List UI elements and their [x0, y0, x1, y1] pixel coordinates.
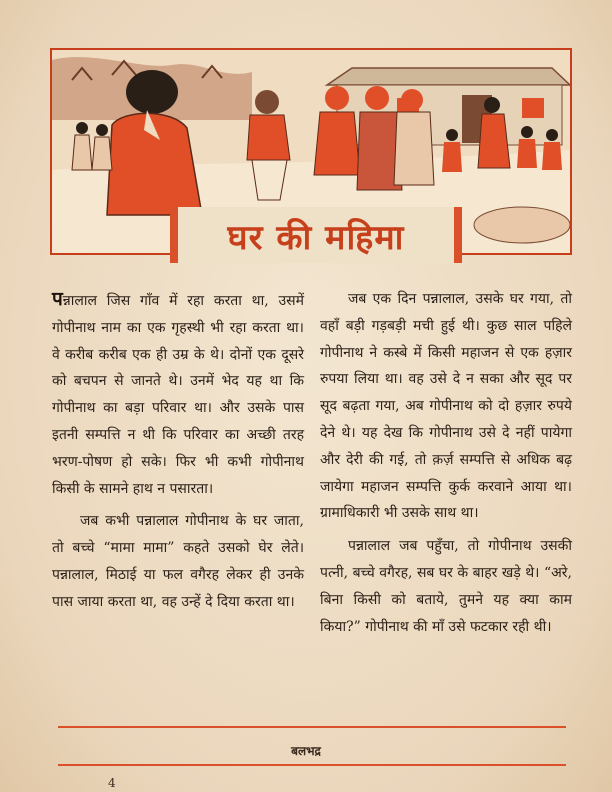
footer-rule-bottom [58, 764, 566, 766]
paragraph: पन्नालाल जब पहुँचा, तो गोपीनाथ उसकी पत्नी, बच्चे वगैरह, सब घर के बाहर खड़े थे। “अरे, बिना किसी को बताये, तुमने यह क्या काम किया?” गोपीनाथ की माँ उसे फटकार रही थी। [320, 538, 572, 635]
right-column [320, 286, 572, 646]
paragraph: जब कभी पन्नालाल गोपीनाथ के घर जाता, तो बच्चे “मामा मामा” कहते उसको घेर लेते। पन्नालाल, मिठाई या फल वगैरह लेकर ही उनके पास जाया करता था, वह उन्हें दे दिया करता था। [52, 513, 304, 610]
story-title: घर की महिमा [227, 218, 405, 258]
drop-cap: प [52, 288, 63, 310]
left-column [52, 286, 304, 622]
magazine-name: बलभद्र [291, 744, 321, 758]
footer-rule-top [58, 726, 566, 728]
page-number: 4 [108, 776, 116, 790]
paragraph [52, 286, 304, 502]
artist-signature: CHITRA [60, 240, 86, 248]
paragraph-text: न्नालाल जिस गाँव में रहा करता था, उसमें गोपीनाथ नाम का एक गृहस्थी भी रहा करता था। वे करीब करीब एक ही उम्र के थे। दोनों एक दूसरे को बचपन से जानते थे। उनमें भेद यह था कि गोपीनाथ का बड़ा परिवार था। और उसके पास इतनी सम्पत्ति न थी कि परिवार का अच्छी तरह भरण-पोषण हो सके। फिर भी कभी गोपीनाथ किसी के सामने हाथ न पसारता। [52, 293, 304, 497]
paragraph: जब एक दिन पन्नालाल, उसके घर गया, तो वहाँ बड़ी गड़बड़ी मची हुई थी। कुछ साल पहिले गोपीनाथ ने कस्बे में किसी महाजन से एक हज़ार रुपया लिया था। वह उसे दे न सका और सूद पर सूद बढ़ता गया, अब गोपीनाथ को दो हज़ार रुपये देने थे। यह देख कि गोपीनाथ उसे दे नहीं पायेगा और देरी की गई, तो क़र्ज़ सम्पत्ति से अधिक बढ़ जायेगा महाजन सम्पत्ति कुर्क करवाने आया था। ग्रामाधिकारी भी उसके साथ था। [320, 291, 572, 522]
title-panel [170, 207, 462, 263]
